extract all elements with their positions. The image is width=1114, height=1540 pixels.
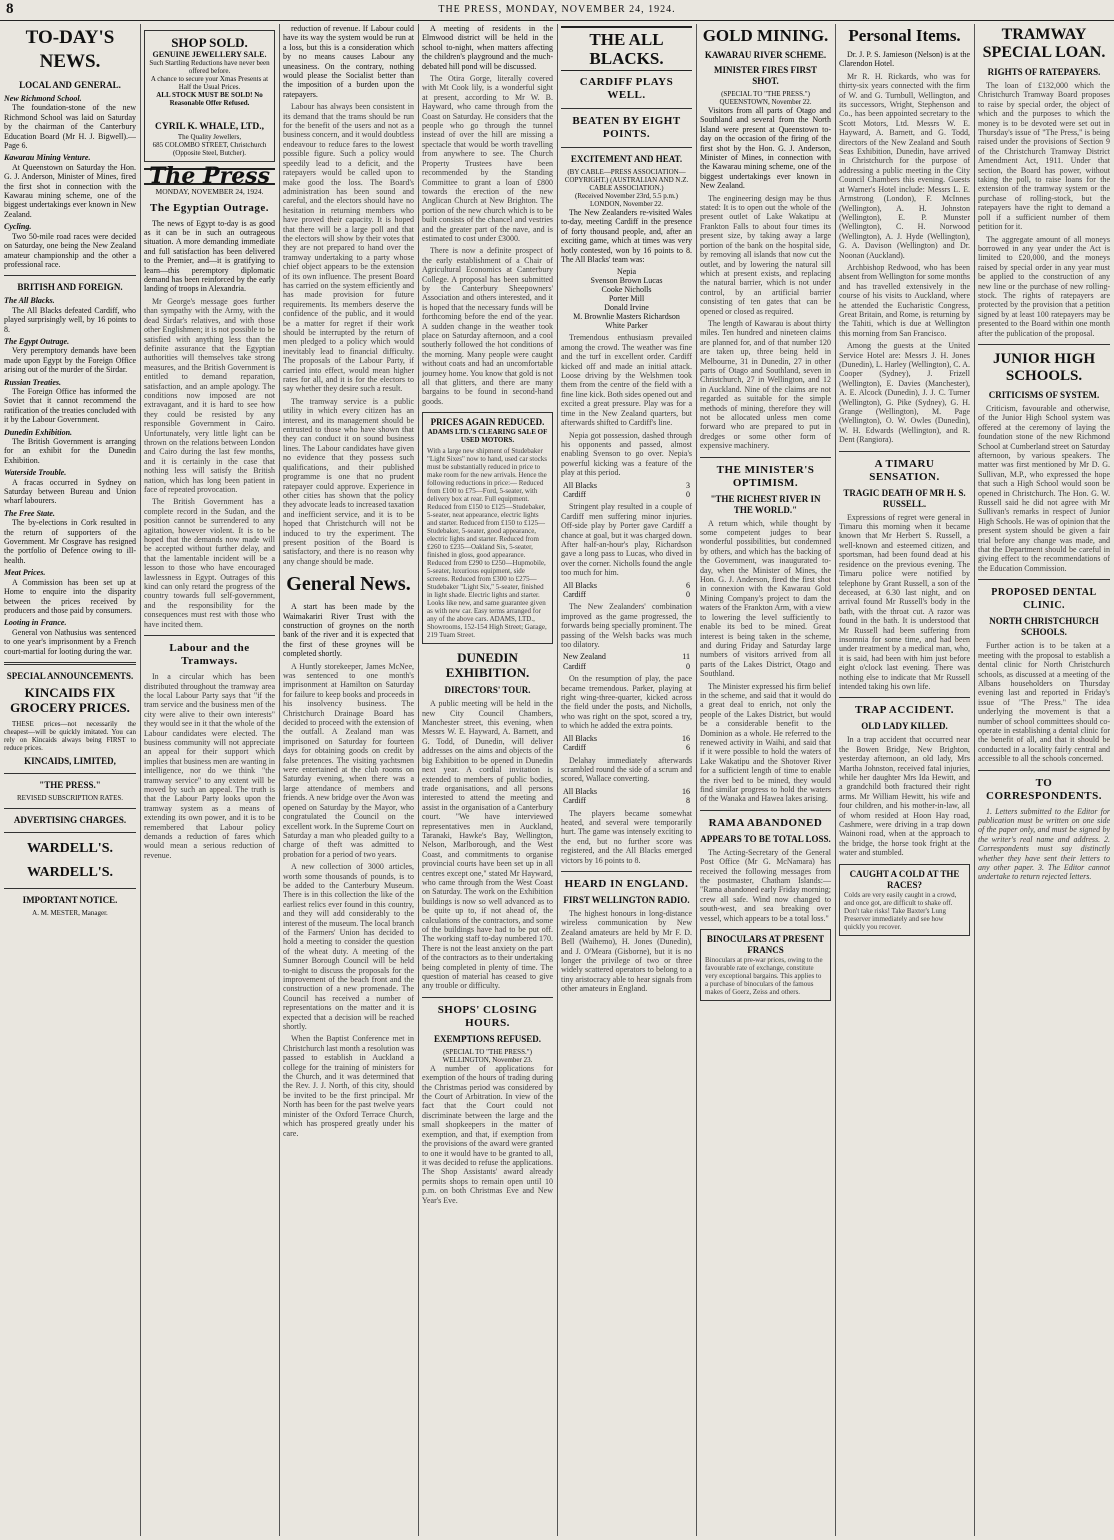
score-table: All Blacks 3 Cardiff 0 xyxy=(563,480,690,499)
binoculars-advertisement: BINOCULARS AT PRESENT FRANCS Binoculars at pre-war prices, owing to the favourable rate of exchange, constitute very exceptional bargains. This applies to a purchase of binoculars of the famous makes of Goerz, Zeiss and others. xyxy=(700,929,831,1001)
adams-subtitle: ADAMS LTD.'S CLEARING SALE OF USED MOTORS. xyxy=(427,428,548,445)
masthead xyxy=(0,0,1114,21)
all-blacks-heading: THE ALL BLACKS. xyxy=(561,26,692,71)
shop-sale-subtitle: GENUINE JEWELLERY SALE. xyxy=(152,50,267,59)
beaten-heading: BEATEN BY EIGHT POINTS. xyxy=(572,115,681,140)
correspondents-heading: TO CORRESPONDENTS. xyxy=(986,776,1102,802)
dental-clinic-heading: PROPOSED DENTAL CLINIC. xyxy=(991,587,1097,612)
column-7: Personal Items. Dr. J. P. S. Jamieson (Nelson) is at the Clarendon Hotel. Mr R. H. Rickards, who was for thirty-six years connected with the firm of W. and G. Turnbull, Wellington, and its successors, Wright, Stephenson and Co., has been appointed secretary to the Scott Motors, Ltd. Messrs W. E. Hayward, A. Barnett, and G. Todd, directors of the New Zealand and South Seas Exhibition, Dunedin, have arrived in Christchurch for the purpose of addressing a public meeting in the City Council Chambers this evening. Guests at Warner's Hotel include: Messrs L. E. Armstrong (London), F. McInnes (Wellington), A. H. Johnston (Wellington), E. P. Munster (Wellington), C. H. Norwood (Wellington), A. J. Hyde (Wellington), G. A. Davison (Wellington) and Dr. Noonan (Auckland). Archbishop Redwood, who has been absent from Wellington for some months and has travelled extensively in the course of his visits to Auckland, where he attended the Eucharistic Congress, Great Britain, and Rome, is returning by the Tahiti, which is due at Wellington this morning from San Francisco. Among the guests at the United Service Hotel are: Messrs J. H. Jones (Dunedin), L. Harley (Wellington), C. A. Cooper (Sydney), J. Frizell (Wellington), E. Davies (Manchester), A. E. Alcock (Dunedin), J. J. C. Turner (Wellington), G. Pike (Sydney), G. H. Grange (Wellington), M. Page (Wellington), O. W. Owles (Dunedin), W. H. Edwards (Wellington), and R. Dent (Rangiora). A TIMARU SENSATION. TRAGIC DEATH OF MR H. S. RUSSELL. Expressions of regret were general in Timaru this morning when it became known that Mr Herbert S. Russell, a well-known and esteemed citizen, and sportsman, had been found dead at his residence on the previous evening. The Timaru police were notified by telephone by Grant Russell, a son of the deceased, at 6.30 last night, and on arrival found Mr Russell's body in the bath, with the throat cut. A razor was found in the bath. It is understood that Mr Russell had been suffering from insomnia for some time, and had been under treatment by a medical man, who, it is said, had been with him just before eight o'clock last evening. There was nothing else to indicate that Mr Russell intended taking his own life. TRAP ACCIDENT. OLD LADY KILLED. In a trap accident that occurred near the Bowen Bridge, New Brighton, yesterday afternoon, an old lady, Mrs Martha Johnston, received fatal injuries, while her daughter Mrs Ida Hewitt, and a grandchild both fractured their right arms. Mr William Hewitt, his wife and four children, and his mother-in-law, all of whom resided at Hoon Hay road, Cashmere, were driving in a trap down Wainoni road, when at the approach to the bridge, the horse took fright at the water and stumbled. CAUGHT A COLD AT THE RACES? Colds are very easily caught in a crowd, and once got, are difficult to shake off. Don't take risks! Take Baxter's Lung Preserver immediately and see how quickly you recover. xyxy=(839,24,970,1536)
local-general-heading: LOCAL AND GENERAL. xyxy=(19,80,121,90)
dateline: LONDON, November 22. xyxy=(589,200,664,208)
excitement-heading: EXCITEMENT AND HEAT. xyxy=(570,154,683,164)
junior-high-heading: JUNIOR HIGH SCHOOLS. xyxy=(992,350,1096,384)
kincaids-footer: KINCAIDS, LIMITED, xyxy=(24,755,116,766)
score-table: All Blacks 6 Cardiff 0 xyxy=(563,580,690,599)
richest-river-heading: "THE RICHEST RIVER IN THE WORLD." xyxy=(710,493,821,515)
first-shot-heading: MINISTER FIRES FIRST SHOT. xyxy=(713,65,818,86)
news-item: Kawarau Mining Venture. At Queenstown on Saturday the Hon. G. J. Anderson, Minister of Mines, fired the first shot in connection with the Kawarau mining scheme, one of the biggest undertakings ever known in New Zealand. xyxy=(4,153,136,219)
rama-abandoned-heading: RAMA ABANDONED xyxy=(708,816,823,829)
column-rule xyxy=(418,24,419,1536)
dateline: QUEENSTOWN, November 22. xyxy=(719,98,812,106)
ministers-optimism-heading: THE MINISTER'S OPTIMISM. xyxy=(716,463,815,489)
news-item: The Egypt Outrage. Very peremptory demands have been made upon Egypt by the Foreign Office arising out of the murder of the Sirdar. xyxy=(4,336,136,375)
news-item: Looting in France. General von Nathusius was sentenced to one year's imprisonment by a French court-martial for looting during the war. xyxy=(4,618,136,656)
column-3: reduction of revenue. If Labour could have its way the system would be run at a loss, but this is a consideration which by no means causes Labour any uneasiness. On the contrary, nothing would please the Socialist better than the imposition of a burden upon the ratepayers. Labour has always been consistent in its demand that the trams should be run for the benefit of the users and not as a business concern, and it would doubtless endeavour to reduce fares to the lowest possible figure. Such a policy would speedily lead to a deficit, and the ratepayers would be called upon to make good the loss. The Board's administration has been sound and careful, and the electors should have no hesitation in returning members who have proved their capacity. It is hoped that there will be a large poll and that the electors will show by their votes that they are not prepared to hand over the tramway undertaking to a party whose chief object appears to be the extension of its own influence. The present Board has carried on the system efficiently and has made provision for future requirements. Its members deserve the confidence of the public, and it would be a matter for regret if their work should be interrupted by the return of men pledged to a policy which would inevitably lead to financial difficulty. The proposals of the Labour Party, if carried into effect, would mean higher rates for all, and it is for the electors to say whether they desire such a result. The tramway service is a public utility in which every citizen has an interest, and its management should be entrusted to those who have shown that they can conduct it on sound business lines. The Labour candidates have given no evidence that they possess such qualifications, and their published programme is one that no prudent ratepayer could approve. Experience in other cities has shown that the policy they advocate leads to increased taxation and inefficient service, and it is to be hoped that Christchurch will not be induced to try the experiment. The present position of the Board is satisfactory, and there is no reason why any change should be made. General News. A start has been made by the Waimakariri River Trust with the construction of groynes on the north bank of the river and it is expected that the first of these groynes will be completed shortly. A Huntly storekeeper, James McNee, was sentenced to one month's imprisonment at Hamilton on Saturday for failure to keep books and proceeds in his insolvency business. The Christchurch Drainage Board has decided to proceed with the extension of the outfall. A Zealand man was imprisoned on Saturday for fourteen days for obtaining goods on credit by false pretences. The visiting yachtsmen were entertained at the club rooms on Saturday evening, when there was a large attendance of members and friends. A new bridge over the Avon was opened on Saturday by the Mayor, who congratulated the Council on the excellent work. In the Supreme Court on Saturday a man who pleaded guilty to a charge of theft was admitted to probation for a period of two years. A new collection of 3000 articles, worth some thousands of pounds, is to be added to the Canterbury Museum. There is in this collection the like of the earliest relics ever found in this country, and they will add considerably to the interest of the museum. The local branch of the Farmers' Union has decided to hold a meeting to consider the question of the wheat duty. A meeting of the Sumner Borough Council will be held to-night to discuss the proposals for the improvement of the beach front and the construction of a new promenade. The Council has received a number of representations on the matter and it is expected that a decision will be reached shortly. When the Baptist Conference met in Christchurch last month a resolution was passed to establish in Auckland a college for the training of ministers for the Church, and it was determined that the Rev. J. J. North, of this city, should be invited to be the first principal. Mr North has been for the past twelve years minister of the Oxford Terrace Church, which has prospered greatly under his care. xyxy=(283,24,414,1138)
manager-signoff: A. M. MESTER, Manager. xyxy=(32,908,108,917)
trap-accident-heading: TRAP ACCIDENT. xyxy=(854,704,955,717)
cable-credit: (BY CABLE—PRESS ASSOCIATION—COPYRIGHT.) (AUSTRALIAN AND N.Z. CABLE ASSOCIATION.) xyxy=(564,168,689,192)
gold-mining-heading: GOLD MINING. xyxy=(702,26,829,45)
leader-date: MONDAY, NOVEMBER 24, 1924. xyxy=(155,187,264,197)
column-rule xyxy=(696,24,697,1536)
kawarau-heading: KAWARAU RIVER SCHEME. xyxy=(704,50,827,60)
news-item: The Free State. The by-elections in Cork resulted in the return of supporters of the Government. Mr Cosgrave has resigned the portfolio of Defence owing to ill-health. xyxy=(4,508,136,565)
heard-england-heading: HEARD IN ENGLAND. xyxy=(564,877,689,890)
shop-sold-title: SHOP SOLD. xyxy=(171,35,248,50)
subscription-subtitle: REVISED SUBSCRIPTION RATES. xyxy=(17,793,123,802)
column-rule xyxy=(140,24,141,1536)
news-item: Cycling. Two 50-mile road races were decided on Saturday, one being the New Zealand amateur championship and the other a professional race. xyxy=(4,222,136,269)
old-lady-heading: OLD LADY KILLED. xyxy=(861,721,948,732)
north-christchurch-heading: NORTH CHRISTCHURCH SCHOOLS. xyxy=(989,616,1099,638)
important-notice-heading: IMPORTANT NOTICE. xyxy=(22,894,118,905)
directors-tour-heading: DIRECTORS' TOUR. xyxy=(444,685,531,696)
column-5: THE ALL BLACKS. CARDIFF PLAYS WELL. BEATEN BY EIGHT POINTS. EXCITEMENT AND HEAT. (BY CABLE—PRESS ASSOCIATION—COPYRIGHT.) (AUSTRALIAN AND N.Z. CABLE ASSOCIATION.) (Received November 23rd, 5.5 p.m.) LONDON, November 22. The New Zealanders re-visited Wales to-day, meeting Cardiff in the presence of forty thousand people, and, after an exciting game, which at times was very hotly contested, won by 16 points to 8. The All Blacks' team was: Nepia Svenson Brown Lucas Cooke Nicholls Porter Mill Donald Irvine M. Brownlie Masters Richardson White Parker Tremendous enthusiasm prevailed among the crowd. The weather was fine and the turf in excellent order. Cardiff kicked off and made an initial attack. Loose driving by the Welshmen took them from the centre of the field with a fine line kick. Both sides opened out and excited a great pressure. Play was for a time in the New Zealand quarters, but afterwards shifted to Cardiff's line. Nepia got possession, dashed through his opponents and passed, almost enabling Svenson to go over. Nepia's powerful kicking was a feature of the play at this period. All Blacks 3 Cardiff 0 Stringent play resulted in a couple of Cardiff men suffering minor injuries. Off-side play by Porter gave Cardiff a chance at goal, but it was charged down. After half-an-hour's play, Richardson gave a long pass to Lucas, who dived in over the corner. Nicholls found the angle too much for him. All Blacks 6 Cardiff 0 The New Zealanders' combination improved as the game progressed, the forwards being specially prominent. The passing of the Welsh backs was much too dilatory. New Zealand 11 Cardiff 0 On the resumption of play, the pace became tremendous. Parker, playing at right wing-three-quarter, kicked across the field under the posts, and Nicholls, who was right on the spot, scored a try, to which he added the extra points. All Blacks 16 Cardiff 6 Delahay immediately afterwards scrambled round the side of a scrum and scored, Wallace converting. All Blacks 16 Cardiff 8 The players became somewhat heated, and several were temporarily hurt. The game was intensely exciting to the end, but no further score was registered, and the All Blacks emerged victors by 16 points to 8. HEARD IN ENGLAND. FIRST WELLINGTON RADIO. The highest honours in long-distance wireless communication by New Zealand amateurs are held by Mr F. D. Bell (Waihemo), H. Jones (Dunedin), and J. O'Meara (Gisborne), but it is no longer the privilege of two or three widely scattered operators to belong to a tiny aristocracy able to hear signals from other amateurs in England. xyxy=(561,24,692,1536)
news-item: Dunedin Exhibition. The British Government is arranging for an exhibit for the Dunedin Exhibition. xyxy=(4,427,136,465)
wellington-radio-heading: FIRST WELLINGTON RADIO. xyxy=(563,894,690,905)
gold-lead-text: Visitors from all parts of Otago and Southland and several from the North Island were present at Queenstown to-day on the occasion of the firing of the first shot by the Hon. G. J. Anderson, Minister of Mines, in connection with the Kawarau mining scheme, one of the biggest undertakings ever known in New Zealand. xyxy=(700,106,831,191)
adams-title: PRICES AGAIN REDUCED. xyxy=(430,417,545,428)
kincaids-text: THESE prices—not necessarily the cheapest—will be quickly imitated. You can rely on Kincaids always being FIRST to reduce prices. xyxy=(4,719,136,752)
personal-lead: Dr. J. P. S. Jamieson (Nelson) is at the Clarendon Hotel. xyxy=(839,50,970,69)
total-loss-heading: APPEARS TO BE TOTAL LOSS. xyxy=(700,833,831,844)
personal-items-heading: Personal Items. xyxy=(848,26,961,45)
whale-name: CYRIL K. WHALE, LTD., xyxy=(154,122,265,133)
adams-advertisement: PRICES AGAIN REDUCED. ADAMS LTD.'S CLEARING SALE OF USED MOTORS. With a large new shipment of Studebaker "Light Sixes" now to hand, used car stocks must be substantially reduced in price to make room for the new arrivals. Hence the following reductions in price:— Reduced from £100 to £75—Ford, 5-seater, with delivery box at rear. Full equipment. Reduced from £150 to £125—Studebaker, 5-seater, neat appearance, electric lights and starter. Reduced from £150 to £125—Studebaker, 5-seater, good appearance, electric lights and starter. Reduced from £260 to £235—Oakland Six, 5-seater, finished in gloss, good appearance. Reduced from £290 to £250—Hupmobile, 5-seater, luxurious equipment, side screens. Reduced from £300 to £275—Studebaker "Light Six," 5-seater, finished in light shade. Electric lights and starter. Looks like new, and same guarantee given as with new car. Easy terms arranged for any of the above cars. ADAMS, LTD., Showrooms, 152-154 High Street; Garage, 219 Tuam Street. xyxy=(422,412,553,644)
leader-heading: The Egyptian Outrage. xyxy=(150,201,269,214)
tramway-continued-text: reduction of revenue. If Labour could have its way the system would be run at a loss, but this is a consideration which by no means causes Labour any uneasiness. On the contrary, nothing would please the Socialist better than the imposition of a burden upon the ratepayers. xyxy=(283,24,414,99)
labour-tramways-heading: Labour and the Tramways. xyxy=(169,642,250,668)
team-list: Nepia Svenson Brown Lucas Cooke Nicholls Porter Mill Donald Irvine M. Brownlie Masters Richardson White Parker xyxy=(573,267,680,331)
ratepayers-rights-heading: RIGHTS OF RATEPAYERS. xyxy=(987,67,1101,77)
tramway-loan-heading: TRAMWAY SPECIAL LOAN. xyxy=(982,26,1106,61)
wardells-heading-2: WARDELL'S. xyxy=(27,864,113,880)
general-news-lead: A start has been made by the Waimakariri River Trust with the construction of groynes on the north bank of the river and it is expected that the first of these groynes will be completed shortly. xyxy=(283,602,414,659)
column-rule xyxy=(974,24,975,1536)
dunedin-exhibition-heading: DUNEDIN EXHIBITION. xyxy=(445,650,530,681)
wardells-heading: WARDELL'S. xyxy=(27,840,113,856)
leader-text: The news of Egypt to-day is as good as it can be in such an outrageous situation. A more demanding immediate and full satisfaction has been delivered to the Premier, and—it is gratifying to learn—this peremptory diplomatic demand has been reinforced by the early landing of troops in Alexandria. xyxy=(144,218,275,294)
timaru-sensation-heading: A TIMARU SENSATION. xyxy=(869,457,940,483)
match-lead-text: The New Zealanders re-visited Wales to-day, meeting Cardiff in the presence of forty thousand people, and, after an exciting game, which at times was very hotly contested, won by 16 points to 8. The All Blacks' team was: xyxy=(561,208,692,265)
column-rule xyxy=(279,24,280,1536)
news-item: Russian Treaties. The Foreign Office has informed the Soviet that it cannot recommend the ratification of the treaties concluded with it by the Labour Government. xyxy=(4,377,136,425)
masthead-title: THE PRESS, MONDAY, NOVEMBER 24, 1924. xyxy=(438,4,676,15)
news-item: The All Blacks. The All Blacks defeated Cardiff, who played surprisingly well, by 16 points to 8. xyxy=(4,296,136,334)
tragic-death-heading: TRAGIC DEATH OF MR H. S. RUSSELL. xyxy=(843,487,966,509)
column-2: SHOP SOLD. GENUINE JEWELLERY SALE. Such Startling Reductions have never been offered before. A chance to secure your Xmas Presents at Half the Usual Prices. ALL STOCK MUST BE SOLD! No Reasonable Offer Refused. CYRIL K. WHALE, LTD., The Quality Jewellers, 685 COLOMBO STREET, Christchurch (Opposite Steel, Butcher). The Press MONDAY, NOVEMBER 24, 1924. The Egyptian Outrage. The news of Egypt to-day is as good as it can be in such an outrageous situation. A more demanding immediate and full satisfaction has been delivered to the Premier, and—it is gratifying to learn—this peremptory diplomatic demand has been reinforced by the early landing of troops in Alexandria. Mr George's message goes further than sympathy with the Army, with the dead Sirdar's relatives, and with those other Englishmen; it is not possible to be satisfied with anything less than the definite assurance that the Egyptian authorities will themselves take strong measures, and the British Government is entitled to demand reparation, satisfaction, and an ample apology. The conditions now imposed are not extravagant, and it is hard to see how they could be resisted by any responsible Government in Cairo. Unfortunately, very little light can be thrown on the relations between London and Cairo during the last few months, and it is certainly in the case that nothing less will satisfy the British nation, which has long been patient in face of repeated provocation. The British Government has a complete record in the Sudan, and the position cannot be surrendered to any agitation, however violent. It is to be hoped that the demands now made will be accepted without further delay, and that the lamentable incident will be a lesson to those who have encouraged lawlessness in Egypt. Outrages of this kind can only retard the progress of the country towards full self-government, and the responsibility for the consequences must rest with those who have incited them. Labour and the Tramways. In a circular which has been distributed throughout the tramway area the local Labour Party says that "if the tram service and the business men of the city were alive to their own interests" they would see in it that the whole of the Labour candidates were elected. The business community will not appreciate an appeal for their support which implies that business men are wanting in intelligence, nor do we think "the tramway service" to any extent will be moved by such an appeal. The truth is that the Labour Party looks upon the tramway system as a means of extending its own power, and it is to be remembered that Labour policy demands a reduction of fares which would mean a serious reduction of revenue. xyxy=(144,24,275,1536)
general-news-heading: General News. xyxy=(286,573,411,596)
score-table: All Blacks 16 Cardiff 6 xyxy=(563,733,690,753)
paper-nameplate: The Press xyxy=(144,168,275,185)
column-6: GOLD MINING. KAWARAU RIVER SCHEME. MINISTER FIRES FIRST SHOT. (SPECIAL TO "THE PRESS.") QUEENSTOWN, November 22. Visitors from all parts of Otago and Southland and several from the North Island were present at Queenstown to-day on the occasion of the firing of the first shot by the Hon. G. J. Anderson, Minister of Mines, in connection with the Kawarau mining scheme, one of the biggest undertakings ever known in New Zealand. The engineering design may be thus stated: It is to open out the whole of the present outlet of Lake Wakatipu at Frankton Falls to about four times its present size, by taking away a large portion of the bank on the hospital side, by removing all islands that now cut the outlet, and by lowering the natural sill which at present exists, and replacing the natural barrier, which is not under control, by an artificial barrier consisting of ten gates that can be opened or closed as required. The length of Kawarau is about thirty miles. Ten hundred and nineteen claims are planned for, and of that number 120 are taken up, three being held in Melbourne, 31 in Dunedin, 27 in other parts of Otago and Southland, seven in Christchurch, 27 in Wellington, and 12 in Auckland. Nine of the claims are not regarded as suitable for the simple methods of mining, therefore they will not be allocated unless men come forward who are prepared to put in dredges or some other form of expensive machinery. THE MINISTER'S OPTIMISM. "THE RICHEST RIVER IN THE WORLD." A return which, while thought by some competent judges to bear wonderful possibilities, but condemned by others, and which has the backing of the Government, was inaugurated to-day, when the Minister of Mines, the Hon. G. J. Anderson, fired the first shot in connexion with the Kawarau Gold Mining Company's project to dam the waters of the Frankton Arm, with a view to lowering the level sufficiently to enable its bed to be mined. Great interest is being taken in the scheme, and during Friday and Saturday large numbers of visitors arrived from all parts of the Lakes District, Otago and Southland. The Minister expressed his firm belief in the scheme, and said that it would do a great deal to enrich, not only the people of the Lakes District, but would be a considerable benefit to the Dominion as a whole. He referred to the renewed activity in Waihi, and said that if it were possible to hold the waters of Lake Wakatipu and the Shotover River for a sufficient length of time to enable the river bed to be mined, they would find similar progress to hold the waters of the Wanaka and Hawea lakes arising. RAMA ABANDONED APPEARS TO BE TOTAL LOSS. The Acting-Secretary of the General Post Office (Mr G. McNamara) has received the following messages from the postmaster, Chatham Islands:— "Rama abandoned early Friday morning; crew all safe. Wind now changed to south-west, and sea breaking over vessel, which appears to be a total loss." BINOCULARS AT PRESENT FRANCS Binoculars at pre-war prices, owing to the favourable rate of exchange, constitute very exceptional bargains. This applies to a purchase of binoculars of the famous makes of Goerz, Zeiss and others. xyxy=(700,24,831,1536)
cold-remedy-advertisement: CAUGHT A COLD AT THE RACES? Colds are very easily caught in a crowd, and once got, are difficult to shake off. Don't take risks! Take Baxter's Lung Preserver immediately and see how quickly you recover. xyxy=(839,864,970,936)
kincaids-heading: KINCAIDS FIX GROCERY PRICES. xyxy=(10,684,130,715)
page-number: 8 xyxy=(6,1,14,17)
british-foreign-heading: BRITISH AND FOREIGN. xyxy=(17,282,123,293)
column-rule xyxy=(557,24,558,1536)
cardiff-heading: CARDIFF PLAYS WELL. xyxy=(579,76,674,101)
received-line: (Received November 23rd, 5.5 p.m.) xyxy=(574,192,679,200)
column-1 xyxy=(4,24,136,1536)
score-table: New Zealand 11 Cardiff 0 xyxy=(563,652,690,671)
news-item: Waterside Trouble. A fracas occurred in Sydney on Saturday between Bureau and Union wharf labourers. xyxy=(4,468,136,506)
subscription-title: "THE PRESS." xyxy=(39,779,101,790)
column-4: A meeting of residents in the Elmwood district will be held in the school to-night, when matters affecting the children's playground and the much-debated hill pond will be discussed. The Otira Gorge, literally covered with Mt Cook lily, is a wonderful sight at present, according to Mr W. B. Hayward, who came through from the Coast on Saturday. He considers that the people who go through the tunnel instead of over the hill are missing a spectacle that would be worth travelling from anywhere to see. The Church Property Trustees have been recommended by the Standing Committee to grant a loan of £800 towards the erection of the new Anglican Church at New Brighton. The portion of the new church which is to be built consists of the chancel and vestries and the greater part of the nave, and is estimated to cost under £3000. There is now a definite prospect of the early establishment of a Chair of Agricultural Economics at Canterbury College. A proposal has been submitted by the Canterbury Sheepowners' Association and others interested, and it is hoped that the necessary funds will be forthcoming before the end of the year. A sudden change in the weather took place on Saturday afternoon, and a cool southerly followed the hot conditions of the morning. Many people were caught without coats and had an uncomfortable journey home. You know that gold is not all that glitters, and there are many bargains to be found in second-hand goods. PRICES AGAIN REDUCED. ADAMS LTD.'S CLEARING SALE OF USED MOTORS. With a large new shipment of Studebaker "Light Sixes" now to hand, used car stocks must be substantially reduced in price to make room for the new arrivals. Hence the following reductions in price:— Reduced from £100 to £75—Ford, 5-seater, with delivery box at rear. Full equipment. Reduced from £150 to £125—Studebaker, 5-seater, neat appearance, electric lights and starter. Reduced from £150 to £125—Studebaker, 5-seater, good appearance, electric lights and starter. Reduced from £260 to £235—Oakland Six, 5-seater, finished in gloss, good appearance. Reduced from £290 to £250—Hupmobile, 5-seater, luxurious equipment, side screens. Reduced from £300 to £275—Studebaker "Light Six," 5-seater, finished in light shade. Electric lights and starter. Looks like new, and same guarantee given as with new car. Easy terms arranged for any of the above cars. ADAMS, LTD., Showrooms, 152-154 High Street; Garage, 219 Tuam Street. DUNEDIN EXHIBITION. DIRECTORS' TOUR. A public meeting will be held in the new City Council Chambers, Manchester street, this evening, when Messrs W. E. Hayward, A. Barnett, and G. Todd, of Dunedin, will deliver addresses on the aims and objects of the big Exhibition to be opened in Dunedin next year. A cordial invitation is extended to members of public bodies, trade organisations, and all persons interested to attend the meeting and assist in the organisation of a Canterbury court. "We have interviewed representatives men in Auckland, Taranaki, Hawke's Bay, Wellington, Nelson, Marlborough, and the West Coast, and commitments to organise provincial courts have been set up in all centres except one," stated Mr Hayward, who came through from the West Coast on Saturday. The work on the Exhibition buildings is now so well advanced as to be quite up to, if not ahead of, the calculations of the contractors, and some of the buildings have had to be put off. The working staff to-day numbered 170. There is not the least anxiety on the part of the contractors as to their undertaking being completed in plenty of time. The question of material has ceased to give any trouble or difficulty. SHOPS' CLOSING HOURS. EXEMPTIONS REFUSED. (SPECIAL TO "THE PRESS.") WELLINGTON, November 23. A number of applications for exemption of the hours of trading during the Christmas period was considered by the Court of Arbitration. In view of the fact that the Court could not discriminate between the large and the small shopkeepers in the matter of exemption, and that, if exemption from the provisions of the award were granted to one it would have to be granted to all, it was decided to refuse the applications. The Shop Assistants' award already permits shops to remain open until 10 p.m. on both Christmas Eve and New Year's Eve. xyxy=(422,24,553,1205)
exemptions-refused-heading: EXEMPTIONS REFUSED. xyxy=(433,1033,541,1044)
score-table: All Blacks 16 Cardiff 8 xyxy=(563,786,690,806)
elmwood-meeting-text: A meeting of residents in the Elmwood district will be held in the school to-night, when matters affecting the children's playground and the much-debated hill pond will be discussed. xyxy=(422,24,553,71)
news-item: New Richmond School. The foundation-stone of the new Richmond School was laid on Saturday by the chairman of the Canterbury Education Board (Mr H. J. Bigwell).—Page 6. xyxy=(4,94,136,151)
criticisms-heading: CRITICISMS OF SYSTEM. xyxy=(988,389,1100,400)
column-rule xyxy=(835,24,836,1536)
news-item: Meat Prices. A Commission has been set up at Home to enquire into the disparity between the prices received by producers and those paid by consumers. xyxy=(4,568,136,615)
jewellery-advertisement: SHOP SOLD. GENUINE JEWELLERY SALE. Such Startling Reductions have never been offered before. A chance to secure your Xmas Presents at Half the Usual Prices. ALL STOCK MUST BE SOLD! No Reasonable Offer Refused. CYRIL K. WHALE, LTD., The Quality Jewellers, 685 COLOMBO STREET, Christchurch (Opposite Steel, Butcher). xyxy=(144,30,275,162)
shops-closing-heading: SHOPS' CLOSING HOURS. xyxy=(437,1003,538,1029)
column-8: TRAMWAY SPECIAL LOAN. RIGHTS OF RATEPAYERS. The loan of £132,000 which the Christchurch Tramway Board proposes to raise by special order, the object of which and the purposes to which the money is to be devoted were set out in Thursday's issue of "The Press," is being raised under the provisions of Section 9 of the Christchurch Tramway District Amendment Act, 1911. Under that section, the Board has power, without taking the poll, to raise loans for the extension of the tramway system or the purchase of rolling-stock, but the ratepayers have the right to demand a poll if a sufficient number of them petition for it. The aggregate amount of all moneys borrowed in any year under the Act is limited to £20,000, and the moneys raised by special order in any year must be applied to the construction of any new line or the purchase of new rolling-stock. The rights of ratepayers are protected by the provision that a petition signed by at least 100 ratepayers may be presented to the Board within one month after the publication of the proposal. JUNIOR HIGH SCHOOLS. CRITICISMS OF SYSTEM. Criticism, favourable and otherwise, of the Junior High School system was offered at the ceremony of laying the foundation stone of the new Richmond School at Cumberland street on Saturday afternoon, by various speakers. The matter was first mentioned by Mr D. G. Sullivan, M.P., who expressed the hope that such a High School would soon be opened in Christchurch. The Hon. G. W. Russell said he did not agree with Mr Sullivan's remarks in respect of Junior High Schools. He was of opinion that the present system should be given a fair trial before any change was made, and that the Department should be careful in giving effect to the recommendations of the Education Commission. PROPOSED DENTAL CLINIC. NORTH CHRISTCHURCH SCHOOLS. Further action is to be taken at a meeting with the proposal to establish a dental clinic for North Christchurch schools, as discussed at a meeting of the Albans householders on Thursday evening last and reported in Friday's issue of "The Press." The idea underlying the movement is that a number of school committees should co-operate in establishing a dental clinic for the benefit of all, and that it should be conducted in a locality fairly central and accessible to all the schools concerned. TO CORRESPONDENTS. 1. Letters submitted to the Editor for publication must be written on one side of the paper only, and must be signed by the writer's real name and address. 2. Correspondents must say distinctly whether they have sent their letters to any other paper. 3. The Editor cannot undertake to return rejected letters. xyxy=(978,26,1110,882)
advertising-charges-heading: ADVERTISING CHARGES. xyxy=(13,814,127,825)
special-announcements-heading: SPECIAL ANNOUNCEMENTS. xyxy=(6,670,134,681)
todays-news-heading: TO-DAY'S NEWS. xyxy=(25,27,115,72)
